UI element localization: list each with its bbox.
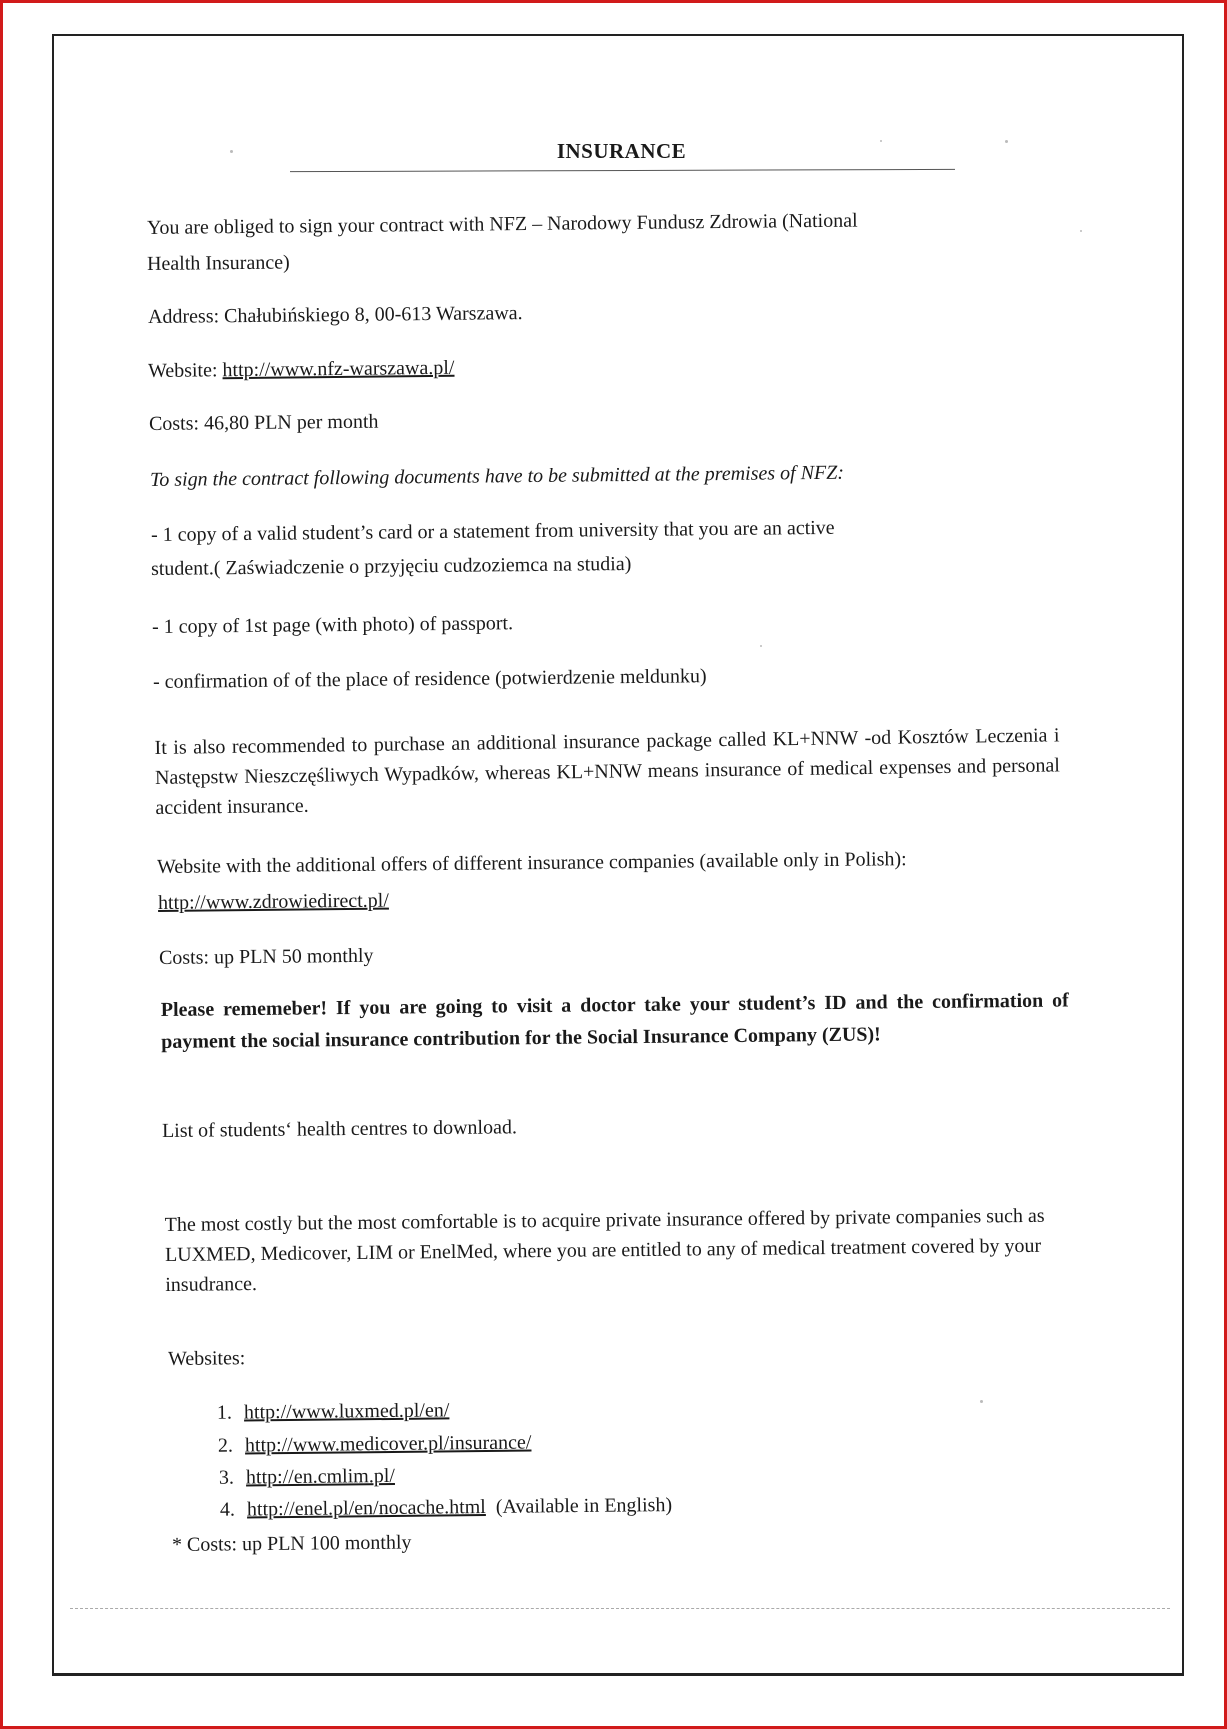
costs-nfz: Costs: 46,80 PLN per month — [148, 410, 379, 435]
luxmed-link[interactable]: http://www.luxmed.pl/en/ — [243, 1399, 450, 1424]
cmlim-link[interactable]: http://en.cmlim.pl/ — [245, 1464, 395, 1489]
list-number: 1. — [216, 1401, 233, 1424]
document-item-1-line-2: student.( Zaświadczenie o przyjęciu cudzoziemca na studia) — [150, 552, 632, 580]
nfz-website-link[interactable]: http://www.nfz-warszawa.pl/ — [222, 356, 455, 382]
scan-artifact-line — [70, 1608, 1170, 1609]
scan-speck — [230, 150, 233, 153]
scan-speck — [880, 140, 882, 142]
health-centres-text: List of students‘ health centres to download. — [161, 1116, 518, 1142]
intro-line-2: Health Insurance) — [146, 251, 290, 275]
scan-speck — [980, 1400, 983, 1403]
website-note: (Available in English) — [495, 1494, 673, 1518]
document-item-2: - 1 copy of 1st page (with photo) of passport. — [151, 612, 514, 638]
website-item-4 — [199, 1491, 672, 1524]
scan-speck — [1005, 140, 1008, 143]
list-number: 3. — [218, 1466, 235, 1489]
costs-private: * Costs: up PLN 100 monthly — [171, 1531, 412, 1556]
websites-label: Websites: — [167, 1347, 246, 1370]
list-number: 4. — [219, 1498, 236, 1521]
private-insurance-paragraph: The most costly but the most comfortable is to acquire private insurance offered by private companies such as LUXMED, Medicover, LIM or EnelMed, where you are entitled to any of medical treatment covered by your insudrance. — [164, 1204, 1045, 1296]
reminder-paragraph: Please rememeber! If you are going to visit a doctor take your student’s ID and the confirmation of payment the social insurance contribution for the Social Insurance Company (ZUS)! — [160, 989, 1069, 1053]
intro-line-1: You are obliged to sign your contract with NFZ – Narodowy Fundusz Zdrowia (National — [146, 209, 858, 239]
documents-heading: To sign the contract following documents have to be submitted at the premises of NFZ: — [149, 461, 845, 491]
offers-link[interactable]: http://www.zdrowiedirect.pl/ — [157, 889, 389, 914]
medicover-link[interactable]: http://www.medicover.pl/insurance/ — [244, 1431, 532, 1457]
enel-link[interactable]: http://enel.pl/en/nocache.html — [246, 1495, 486, 1521]
page-title: INSURANCE — [556, 139, 687, 163]
website-item-1 — [196, 1396, 450, 1427]
list-number: 2. — [217, 1434, 234, 1457]
document-item-1-line-1: - 1 copy of a valid student’s card or a statement from university that you are an active — [150, 516, 835, 546]
address-text: Address: Chałubińskiego 8, 00-613 Warszawa. — [147, 302, 523, 328]
website-item-3 — [198, 1462, 395, 1492]
website-line — [148, 354, 455, 385]
website-label: Website: — [147, 359, 223, 382]
website-item-2 — [197, 1428, 532, 1460]
costs-additional: Costs: up PLN 50 monthly — [158, 944, 374, 969]
scan-speck — [760, 645, 762, 647]
offers-text: Website with the additional offers of different insurance companies (available only in Polish): — [156, 848, 907, 878]
scan-speck — [1080, 230, 1082, 232]
recommendation-paragraph: It is also recommended to purchase an additional insurance package called KL+NNW -od Kosztów Leczenia i Następstw Nieszczęśliwych Wypadków, whereas KL+NNW means insurance of medical expenses and personal accident insurance. — [154, 724, 1061, 819]
document-item-3: - confirmation of of the place of residence (potwierdzenie meldunku) — [152, 665, 707, 693]
